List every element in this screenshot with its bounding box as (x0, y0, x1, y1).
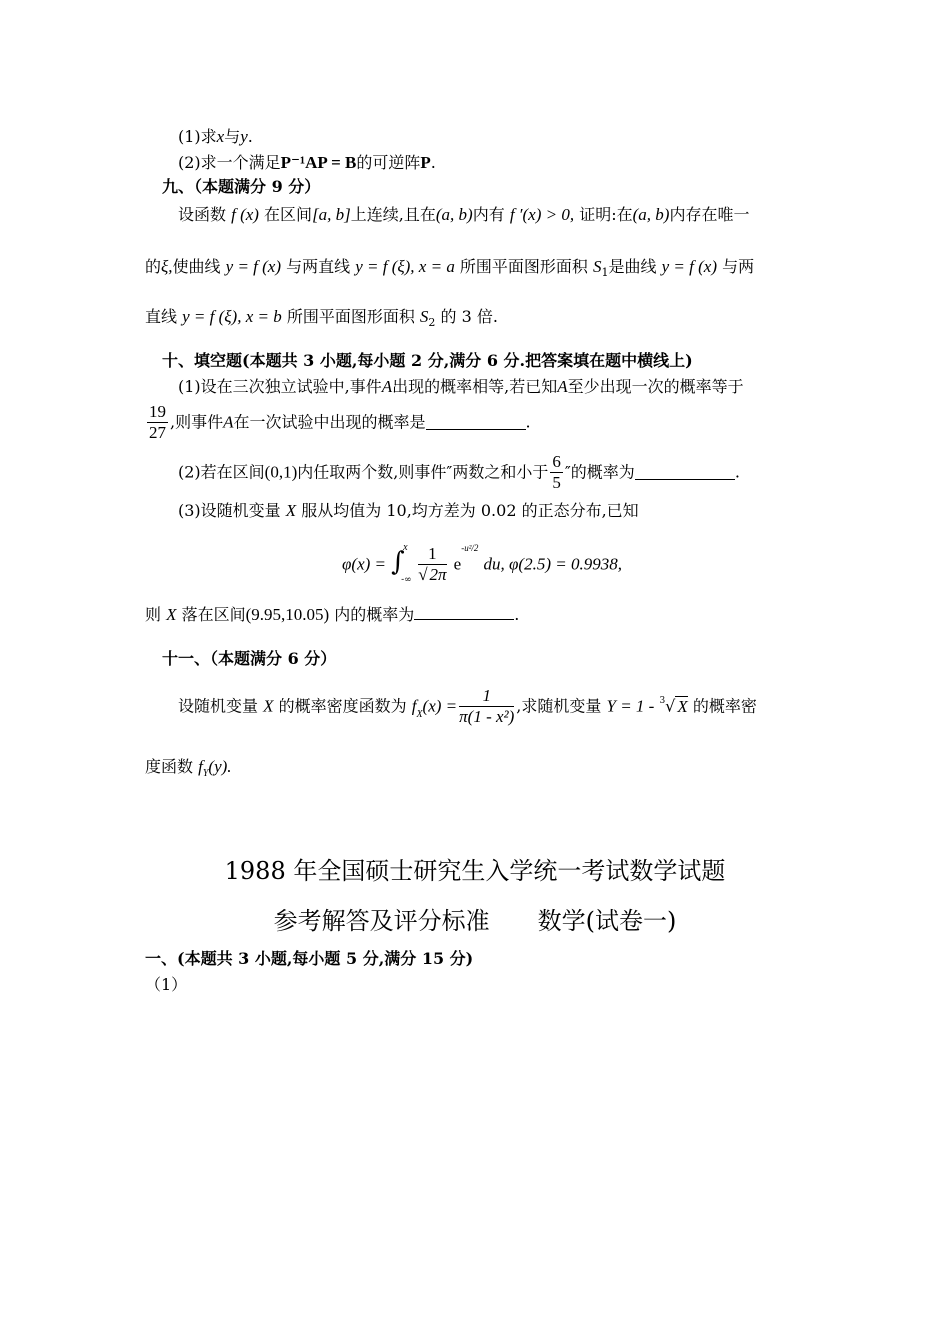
answer-blank-3[interactable] (414, 605, 514, 620)
part8-question2: (2)求一个满足P⁻¹AP = B的可逆阵P. (178, 153, 436, 172)
part11-line2: 度函数 $f_Y(y)$. (145, 757, 232, 780)
part9-line2: 的ξ,使曲线 y = f (x) 与两直线 y = f (ξ), x = a 所围平面图形面积 $S_1$是曲线 y = f (x) 与两 (145, 257, 755, 280)
part10-q3-conclusion: 则 X 落在区间(9.95,10.05) 内的概率为 . (145, 605, 520, 624)
part8-question1: (1)求x与y. (178, 127, 253, 146)
part9-line3: 直线 y = f (ξ), x = b 所围平面图形面积 $S_2$ 的 3 倍. (145, 307, 498, 330)
part10-heading: 十、填空题(本题共 3 小题,每小题 2 分,满分 6 分.把答案填在题中横线上) (162, 351, 693, 370)
fraction-6-5: $\frac{6}{5}$ (552, 452, 561, 492)
fraction-19-27: $\frac{19}{27}$ (149, 402, 166, 442)
answers-item1: （1） (145, 975, 188, 994)
answers-section1-heading: 一、(本题共 3 小题,每小题 5 分,满分 15 分) (145, 949, 474, 968)
part10-q1-line1: (1)设在三次独立试验中,事件A出现的概率相等,若已知A至少出现一次的概率等于 (178, 377, 744, 396)
integral-sign: ∫ x -∞ (391, 541, 412, 585)
cube-root-sign: √ X (665, 696, 688, 716)
part11-line1: 设随机变量 X 的概率密度函数为 $f_X(x)$ = $\frac{1}{\text{π(1 - x²)}}$ ,求随机变量 Y = 1 - $^3$√ X 的概率密 (178, 686, 757, 726)
fraction-1-sqrt2pi: $\frac{1}{√ 2\pi}$ (418, 544, 447, 584)
answers-title: 1988 年全国硕士研究生入学统一考试数学试题 (224, 857, 726, 885)
part10-q3: (3)设随机变量 X 服从均值为 10,均方差为 0.02 的正态分布,已知 (178, 501, 639, 520)
answers-subtitle: 参考解答及评分标准 数学(试卷一) (273, 907, 677, 935)
normal-cdf-formula: φ(x) = ∫ x -∞ $\frac{1}{√ 2\pi}$ $e^{-u^2/2}$ du, φ(2.5) = 0.9938, (342, 541, 622, 585)
part9-heading: 九、（本题满分 9 分） (162, 177, 321, 196)
part9-line1: 设函数 f (x) 在区间[a, b]上连续,且在(a, b)内有 f ′(x) > 0, 证明:在(a, b)内存在唯一 (178, 205, 750, 224)
part11-heading: 十一、（本题满分 6 分） (162, 649, 337, 668)
answer-blank-2[interactable] (635, 465, 735, 480)
part10-q1-line2: $\frac{19}{27}$ ,则事件A在一次试验中出现的概率是 . (149, 402, 531, 442)
part10-q2: (2)若在区间(0,1)内任取两个数,则事件″两数之和小于 $\frac{6}{5}$ ″的概率为 . (178, 452, 740, 492)
answer-blank-1[interactable] (426, 415, 526, 430)
fraction-density: $\frac{1}{\text{π(1 - x²)}}$ (459, 686, 515, 726)
